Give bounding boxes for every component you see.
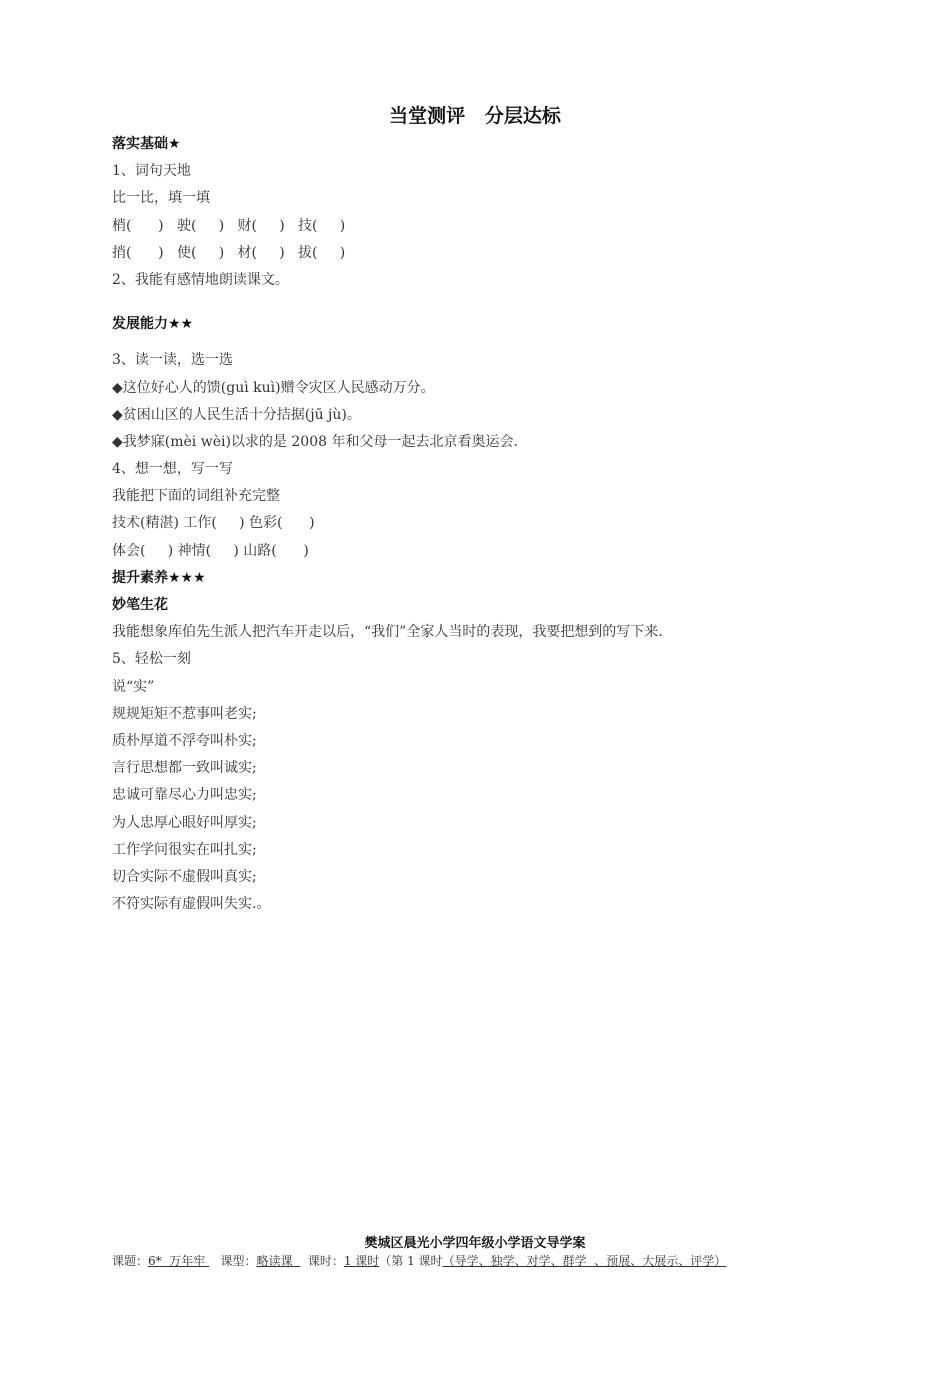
footer-type-label: 课型： <box>209 1254 257 1268</box>
section-heading-improve: 提升素养★★★ <box>112 569 206 586</box>
question-3-title: 3、读一读，选一选 <box>112 352 233 369</box>
question-4-title: 4、想一想，写一写 <box>112 461 233 478</box>
section-gap <box>112 294 832 311</box>
sub-heading-writing: 妙笔生花 <box>112 597 168 613</box>
worksheet-content <box>112 131 832 918</box>
poem-line: 不符实际有虚假叫失实.。 <box>112 896 271 913</box>
poem-line: 质朴厚道不浮夸叫朴实; <box>112 732 257 749</box>
section-gap <box>112 338 832 347</box>
poem-line: 工作学问很实在叫扎实; <box>112 841 257 858</box>
question-3-item-1: ◆这位好心人的馈(guì kuì)赠令灾区人民感动万分。 <box>112 379 435 396</box>
question-2: 2、我能有感情地朗读课文。 <box>112 271 289 288</box>
footer-topic-label: 课题： <box>112 1254 149 1268</box>
section-heading-basic: 落实基础★ <box>112 136 181 152</box>
poem-line: 切合实际不虚假叫真实; <box>112 868 257 885</box>
poem-line: 忠诚可靠尽心力叫忠实; <box>112 787 257 804</box>
question-4-instruction: 我能把下面的词组补充完整 <box>112 488 280 505</box>
question-5-title: 5、轻松一刻 <box>112 651 191 668</box>
question-3-item-2: ◆贫困山区的人民生活十分拮据(jū jù)。 <box>112 406 361 423</box>
footer-period-detail: （导学、独学、对学、群学 、预展、大展示、评学） <box>442 1254 727 1268</box>
question-4-row-1: 技术(精湛) 工作( ) 色彩( ) <box>112 515 315 532</box>
poem-line: 规规矩矩不惹事叫老实; <box>112 705 257 722</box>
footer-lesson-info <box>112 1252 726 1269</box>
footer-period-detail-prefix: （第 1 课时 <box>379 1254 443 1268</box>
footer-type-value: 略读课 <box>256 1254 301 1268</box>
footer-topic-value: 6* 万年牢 <box>148 1254 210 1268</box>
poem-line: 言行思想都一致叫诚实; <box>112 760 257 777</box>
footer-period-label: 课时： <box>300 1254 344 1268</box>
question-3-item-3: ◆我梦寐(mèi wèi)以求的是 2008 年和父母一起去北京看奥运会. <box>112 433 518 450</box>
poem-title: 说“实” <box>112 678 155 695</box>
writing-prompt: 我能想象库伯先生派人把汽车开走以后，“我们”全家人当时的表现，我要把想到的写下来. <box>112 624 663 641</box>
question-1-title: 1、词句天地 <box>112 163 191 180</box>
question-1-row-2: 捎( ) 使( ) 材( ) 拔( ) <box>112 244 346 261</box>
page-title: 当堂测评 分层达标 <box>389 105 561 127</box>
section-heading-develop: 发展能力★★ <box>112 316 194 333</box>
footer-period-value: 1 课时 <box>343 1254 380 1268</box>
question-1-instruction: 比一比，填一填 <box>112 190 210 207</box>
footer-title: 樊城区晨光小学四年级小学语文导学案 <box>364 1236 586 1251</box>
question-1-row-1: 梢( ) 驶( ) 财( ) 技( ) <box>112 217 346 234</box>
poem-line: 为人忠厚心眼好叫厚实; <box>112 814 257 831</box>
question-4-row-2: 体会( ) 神情( ) 山路( ) <box>112 542 309 559</box>
